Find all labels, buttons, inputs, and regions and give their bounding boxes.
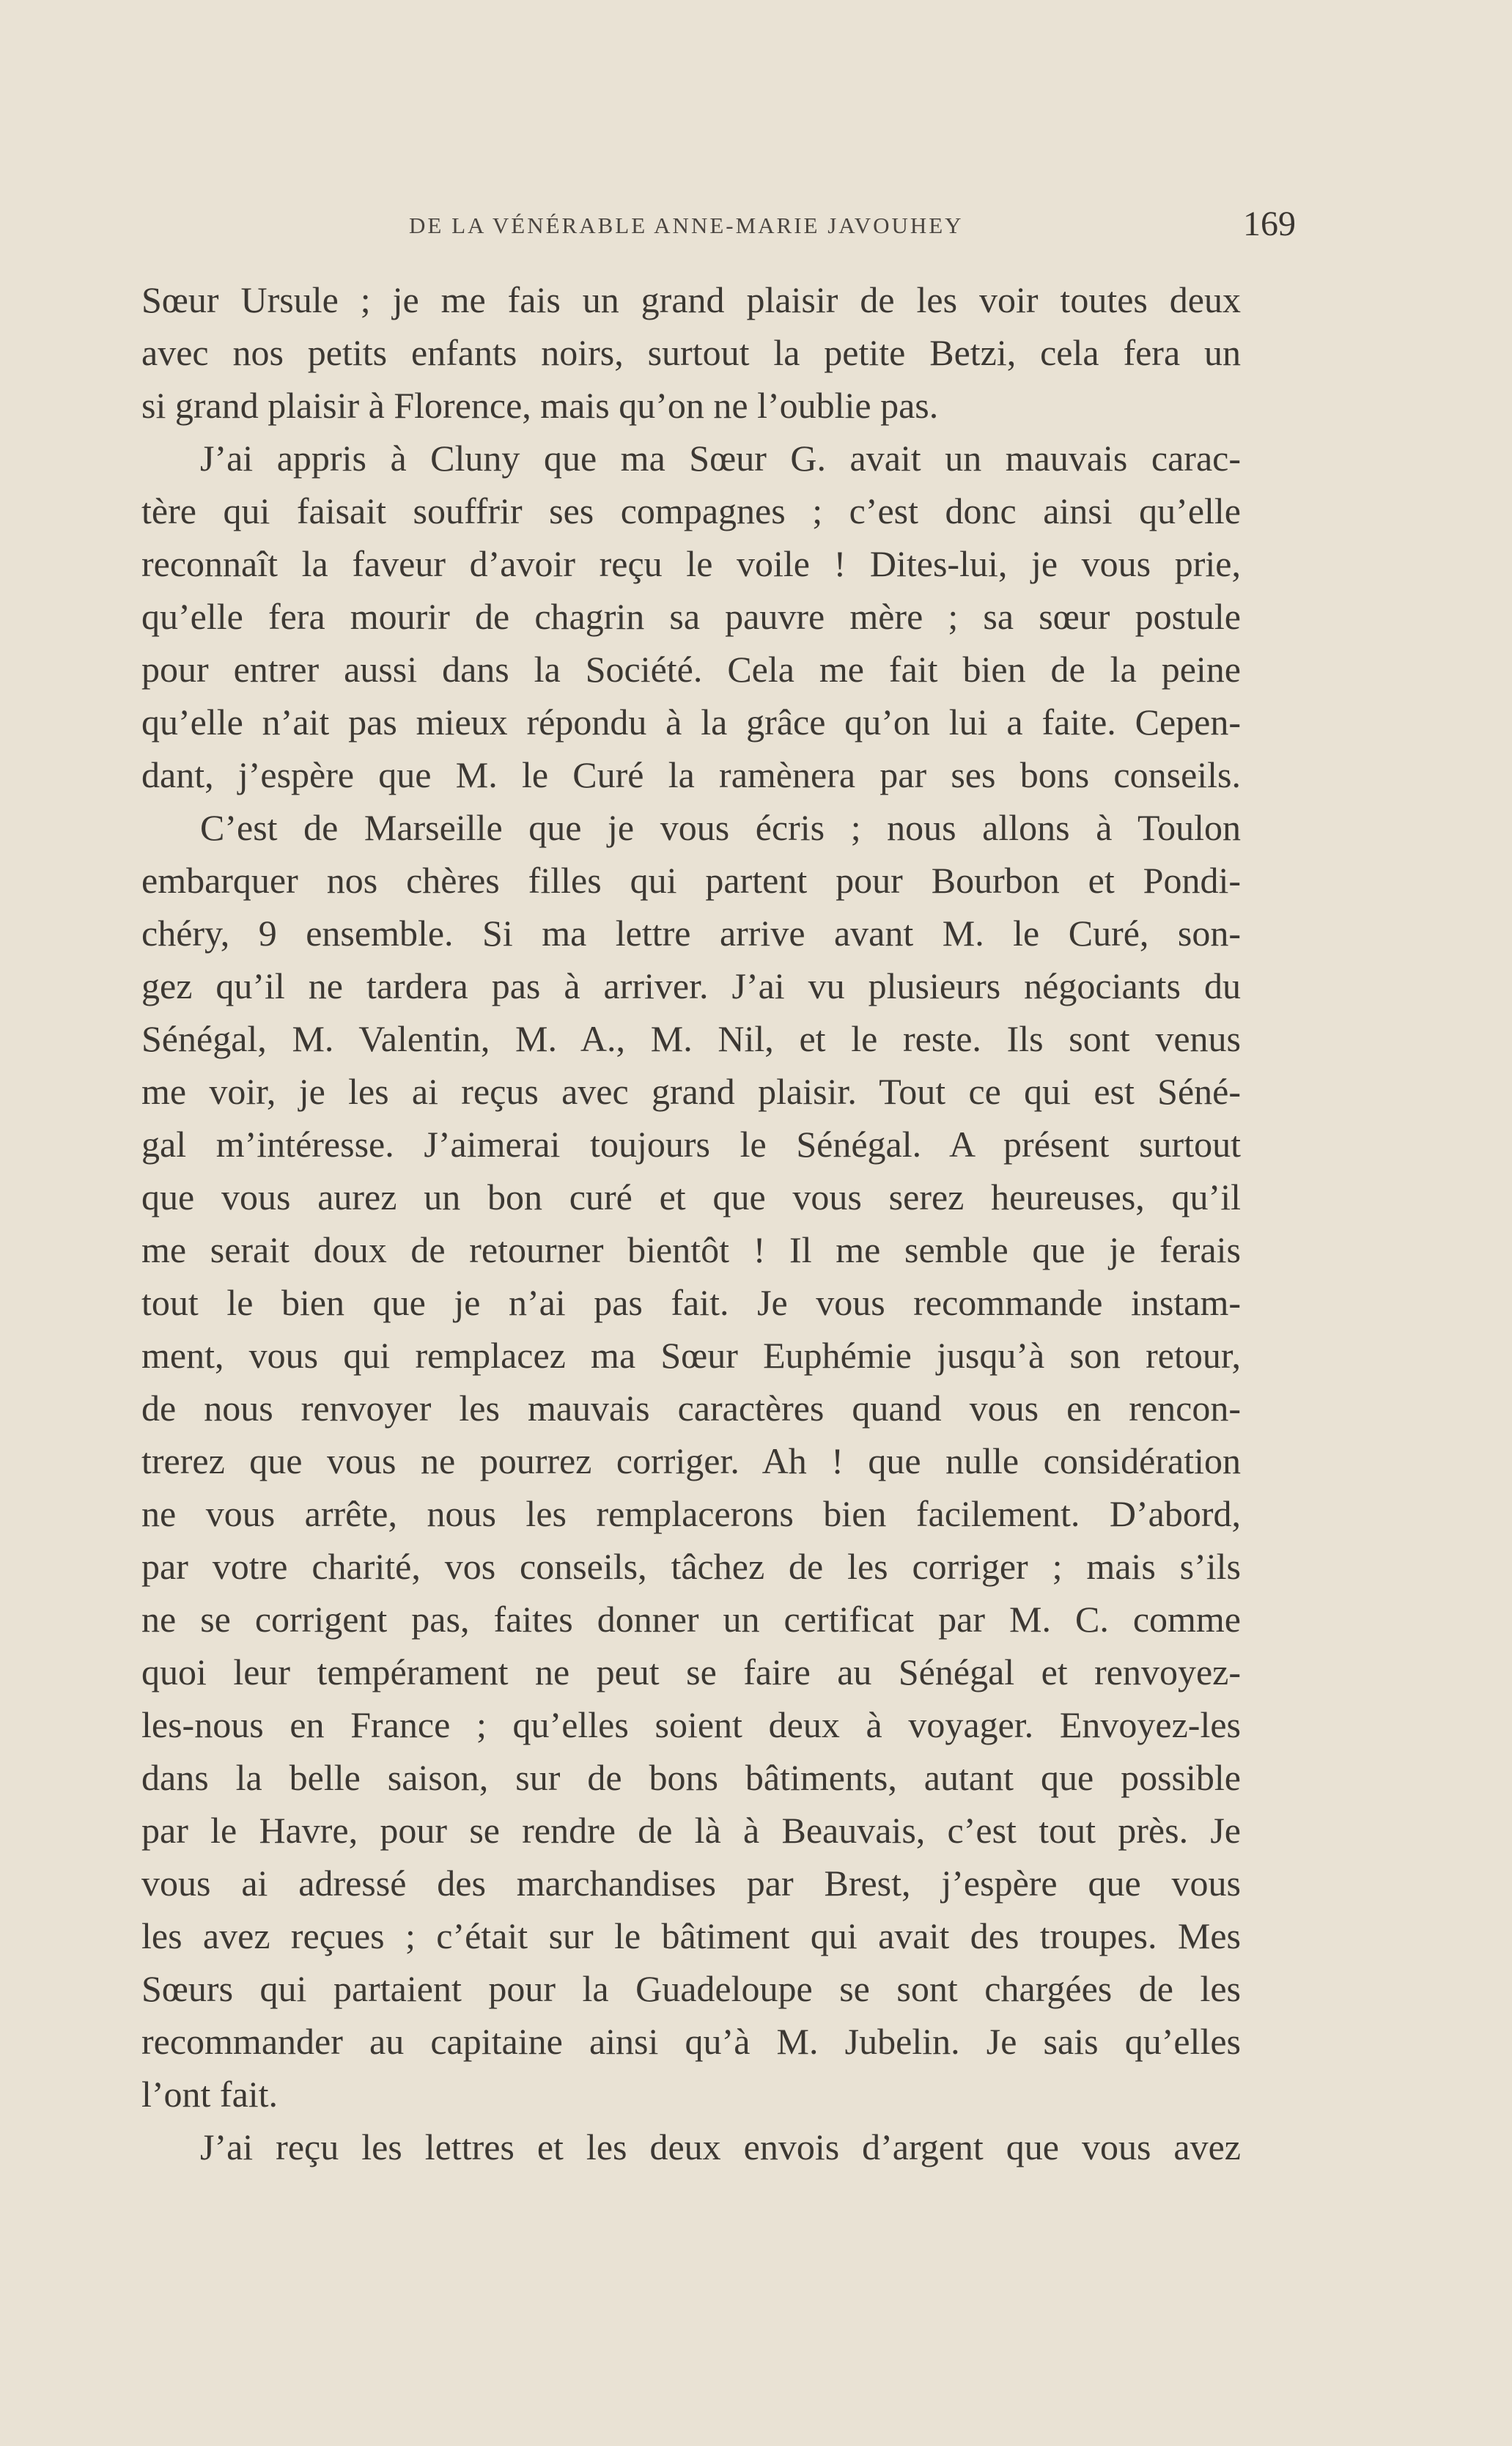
- page-number: 169: [1243, 205, 1296, 243]
- text-line: gal m’intéresse. J’aimerai toujours le Sénégal. A présent surtout: [141, 1124, 1241, 1165]
- text-line: Sœur Ursule ; je me fais un grand plaisir de les voir toutes deux: [141, 279, 1241, 320]
- text-line: tère qui faisait souffrir ses compagnes ; c’est donc ainsi qu’elle: [141, 490, 1241, 531]
- text-line: si grand plaisir à Florence, mais qu’on ne l’oublie pas.: [141, 385, 939, 426]
- text-line: par le Havre, pour se rendre de là à Beauvais, c’est tout près. Je: [141, 1810, 1241, 1851]
- text-line: reconnaît la faveur d’avoir reçu le voile ! Dites-lui, je vous prie,: [141, 543, 1241, 584]
- running-title: DE LA VÉNÉRABLE ANNE-MARIE JAVOUHEY: [409, 213, 964, 238]
- text-line: ment, vous qui remplacez ma Sœur Euphémie jusqu’à son retour,: [141, 1335, 1241, 1376]
- text-line: Sœurs qui partaient pour la Guadeloupe se sont chargées de les: [141, 1968, 1241, 2009]
- text-line: pour entrer aussi dans la Société. Cela me fait bien de la peine: [141, 649, 1241, 690]
- text-line: l’ont fait.: [141, 2074, 279, 2115]
- text-line: ne vous arrête, nous les remplacerons bien facilement. D’abord,: [141, 1493, 1241, 1534]
- text-line: vous ai adressé des marchandises par Brest, j’espère que vous: [141, 1863, 1241, 1904]
- running-header: [409, 204, 1296, 248]
- text-line: chéry, 9 ensemble. Si ma lettre arrive avant M. le Curé, son-: [141, 913, 1241, 954]
- text-line: gez qu’il ne tardera pas à arriver. J’ai vu plusieurs négociants du: [141, 965, 1241, 1006]
- text-line: embarquer nos chères filles qui partent pour Bourbon et Pondi-: [141, 860, 1241, 901]
- text-line: les avez reçues ; c’était sur le bâtiment qui avait des troupes. Mes: [141, 1915, 1241, 1956]
- text-line: dant, j’espère que M. le Curé la ramènera par ses bons conseils.: [141, 754, 1241, 795]
- text-line: trerez que vous ne pourrez corriger. Ah ! que nulle considération: [141, 1440, 1241, 1481]
- text-line: les-nous en France ; qu’elles soient deux à voyager. Envoyez-les: [141, 1704, 1241, 1745]
- text-line: J’ai reçu les lettres et les deux envois d’argent que vous avez: [200, 2126, 1241, 2167]
- text-line: tout le bien que je n’ai pas fait. Je vous recommande instam-: [141, 1282, 1241, 1323]
- text-line: recommander au capitaine ainsi qu’à M. Jubelin. Je sais qu’elles: [141, 2021, 1241, 2062]
- text-line: J’ai appris à Cluny que ma Sœur G. avait un mauvais carac-: [200, 438, 1241, 479]
- body-text: [141, 273, 1241, 2173]
- text-line: Sénégal, M. Valentin, M. A., M. Nil, et le reste. Ils sont venus: [141, 1018, 1241, 1059]
- text-line: qu’elle n’ait pas mieux répondu à la grâce qu’on lui a faite. Cepen-: [141, 701, 1241, 743]
- text-line: que vous aurez un bon curé et que vous serez heureuses, qu’il: [141, 1176, 1241, 1218]
- text-line: quoi leur tempérament ne peut se faire au Sénégal et renvoyez-: [141, 1651, 1241, 1692]
- text-line: C’est de Marseille que je vous écris ; nous allons à Toulon: [200, 807, 1241, 848]
- text-line: me voir, je les ai reçus avec grand plaisir. Tout ce qui est Séné-: [141, 1071, 1241, 1112]
- text-line: qu’elle fera mourir de chagrin sa pauvre mère ; sa sœur postule: [141, 596, 1241, 637]
- text-line: me serait doux de retourner bientôt ! Il me semble que je ferais: [141, 1229, 1241, 1270]
- text-line: de nous renvoyer les mauvais caractères quand vous en rencon-: [141, 1388, 1241, 1429]
- text-line: ne se corrigent pas, faites donner un certificat par M. C. comme: [141, 1599, 1241, 1640]
- text-line: avec nos petits enfants noirs, surtout la petite Betzi, cela fera un: [141, 332, 1241, 373]
- text-line: dans la belle saison, sur de bons bâtiments, autant que possible: [141, 1757, 1241, 1798]
- text-line: par votre charité, vos conseils, tâchez de les corriger ; mais s’ils: [141, 1546, 1241, 1587]
